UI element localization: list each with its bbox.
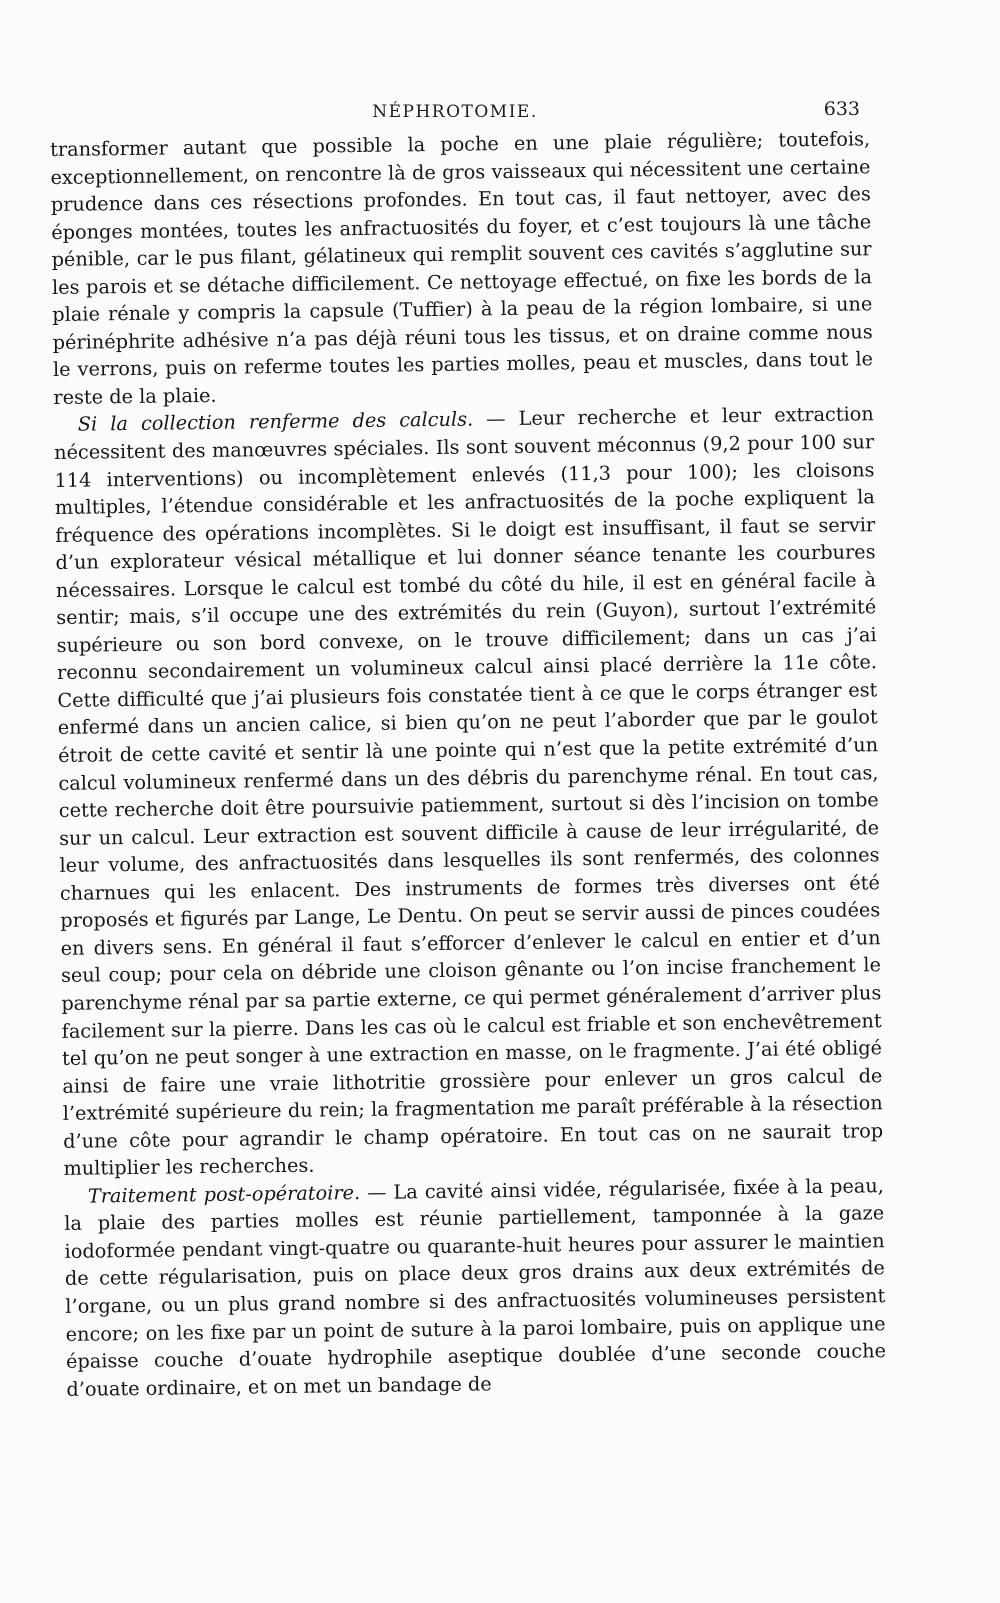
paragraph [50,125,874,411]
body-text [50,125,887,1403]
paragraph [64,1172,887,1403]
paragraph [54,401,884,1183]
paragraph-text: transformer autant que possible la poche en une plaie régulière; toutefois, exceptionnellement, on rencontre là de gros vaisseaux qui nécessitent une certaine prudence dans ces résections profondes. En tout cas, il faut nettoyer, avec des éponges montées, toutes les anfractuosités du foyer, et c’est toujours là une tâche pénible, car le pus filant, gélatineux qui remplit souvent ces cavités s’agglutine sur les parois et se détache difficilement. Ce nettoyage effectué, on fixe les bords de la plaie rénale y compris la capsule (Tuffier) à la peau de la région lombaire, si une périnéphrite adhésive n’a pas déjà réuni tous les tissus, et on draine comme nous le verrons, puis on referme toutes les parties molles, peau et muscles, dans tout le reste de la plaie. [50,127,874,409]
running-head: NÉPHROTOMIE. [372,102,538,122]
section-lead: Traitement post-opératoire. [87,1180,361,1208]
paragraph-text: — Leur recherche et leur extraction nécessitent des manœuvres spéciales. Ils sont souvent méconnus (9,2 pour 100 sur 114 interventions) ou incomplètement enlevés (11,3 pour 100); les cloisons multiples, l’étendue considérable et les anfractuosités de la poche expliquent la fréquence des opérations incomplètes. Si le doigt est insuffisant, il faut se servir d’un explorateur vésical métallique et lui donner séance tenante les courbures nécessaires. Lorsque le calcul est tombé du côté du hile, il est en général facile à sentir; mais, s’il occupe une des extrémités du rein (Guyon), surtout l’extrémité supérieure ou son bord convexe, on le trouve difficilement; dans un cas j’ai reconnu secondairement un volumineux calcul ainsi placé derrière la 11e côte. Cette difficulté que j’ai plusieurs fois constatée tient à ce que le corps étranger est enfermé dans un ancien calice, si bien qu’on ne peut l’aborder que par le goulot étroit de cette cavité et sentir là une pointe qui n’est que la petite extrémité d’un calcul volumineux renfermé dans un des débris du parenchyme rénal. En tout cas, cette recherche doit être poursuivie patiemment, surtout si dès l’incision on tombe sur un calcul. Leur extraction est souvent difficile à cause de leur irrégularité, de leur volume, des anfractuosités dans lesquelles ils sont renfermés, des colonnes charnues qui les enlacent. Des instruments de formes très diverses ont été proposés et figurés par Lange, Le Dentu. On peut se servir aussi de pinces coudées en divers sens. En général il faut s’efforcer d’enlever le calcul en entier et d’un seul coup; pour cela on débride une cloison gênante ou l’on incise franchement le parenchyme rénal par sa partie externe, ce qui permet généralement d’arriver plus facilement sur la pierre. Dans les cas où le calcul est friable et son enchevêtrement tel qu’on ne peut songer à une extraction en masse, on le fragmente. J’ai été obligé ainsi de faire une vraie lithotritie grossière pour enlever un gros calcul de l’extrémité supérieure du rein; la fragmentation me paraît préférable à la résection d’une côte pour agrandir le champ opératoire. En tout cas on ne saurait trop multiplier les recherches. [53,402,884,1181]
section-lead: Si la collection renferme des calculs. [77,407,474,437]
page-header [50,98,860,128]
paragraph-text: — La cavité ainsi vidée, régularisée, fixée à la peau, la plaie des parties molles est réunie partiellement, tamponnée à la gaze iodoformée pendant vingt-quatre ou quarante-huit heures pour assurer le maintien de cette régularisation, puis on place deux gros drains aux deux extrémités de l’organe, ou un plus grand nombre si des anfractuosités volumineuses persistent encore; on les fixe par un point de suture à la paroi lombaire, puis on applique une épaisse couche d’ouate hydrophile aseptique doublée d’une seconde couche d’ouate ordinaire, et on met un bandage de [64,1173,887,1401]
page-number: 633 [823,98,860,120]
